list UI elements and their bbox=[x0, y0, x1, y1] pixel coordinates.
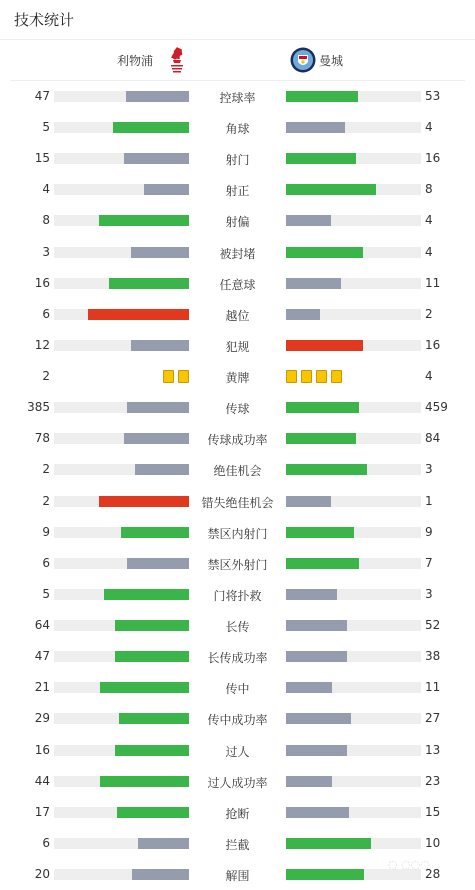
stat-label: 长传成功率 bbox=[207, 651, 268, 666]
stat-row bbox=[0, 828, 475, 859]
away-bar-fill bbox=[286, 184, 376, 195]
stat-row bbox=[0, 454, 475, 485]
away-bar-fill bbox=[286, 589, 337, 600]
home-bar-track bbox=[54, 153, 189, 164]
home-bar-track bbox=[54, 184, 189, 195]
stat-label: 犯规 bbox=[225, 339, 250, 354]
home-bar-track bbox=[54, 340, 189, 351]
away-bar-track bbox=[286, 589, 421, 600]
stat-label: 禁区内射门 bbox=[207, 526, 268, 541]
home-bar-track bbox=[54, 278, 189, 289]
home-bar-fill bbox=[131, 340, 189, 351]
home-bar-fill bbox=[100, 776, 189, 787]
stat-row bbox=[0, 797, 475, 828]
away-bar-fill bbox=[286, 807, 349, 818]
man-city-crest-icon bbox=[290, 47, 316, 73]
stat-label: 射正 bbox=[225, 184, 250, 199]
home-value: 47 bbox=[34, 89, 50, 103]
away-value: 23 bbox=[425, 773, 441, 788]
away-yellow-cards bbox=[286, 370, 342, 383]
away-bar-fill bbox=[286, 745, 347, 756]
home-bar-fill bbox=[135, 464, 189, 475]
away-bar-track bbox=[286, 153, 421, 164]
home-bar-track bbox=[54, 682, 189, 693]
stat-row bbox=[0, 517, 475, 548]
stat-label: 传中 bbox=[225, 682, 250, 697]
away-bar-track bbox=[286, 215, 421, 226]
home-value: 2 bbox=[42, 369, 50, 384]
home-value: 47 bbox=[34, 649, 50, 664]
home-bar-fill bbox=[127, 558, 189, 569]
home-value: 12 bbox=[34, 337, 50, 352]
home-bar-track bbox=[54, 745, 189, 756]
stat-label: 控球率 bbox=[219, 91, 256, 105]
home-bar-fill bbox=[115, 745, 189, 756]
stat-label: 任意球 bbox=[219, 277, 256, 292]
home-bar-fill bbox=[127, 402, 189, 413]
away-value: 11 bbox=[425, 275, 441, 290]
home-bar-fill bbox=[109, 278, 189, 289]
home-value: 6 bbox=[42, 555, 50, 570]
away-value: 27 bbox=[425, 711, 441, 726]
home-value: 17 bbox=[34, 804, 50, 819]
away-value: 38 bbox=[425, 649, 441, 664]
home-bar-track bbox=[54, 215, 189, 226]
stat-label: 门将扑救 bbox=[213, 588, 262, 603]
away-value: 3 bbox=[425, 586, 433, 601]
stat-row bbox=[0, 610, 475, 641]
away-bar-fill bbox=[286, 838, 371, 849]
home-yellow-cards bbox=[163, 370, 189, 383]
away-value: 11 bbox=[425, 680, 441, 695]
away-bar-track bbox=[286, 527, 421, 538]
home-bar-track bbox=[54, 713, 189, 724]
away-bar-fill bbox=[286, 309, 320, 320]
home-value: 6 bbox=[42, 306, 50, 321]
stat-label: 传球成功率 bbox=[207, 433, 268, 448]
home-bar-fill bbox=[113, 122, 189, 133]
away-bar-track bbox=[286, 745, 421, 756]
yellow-card-icon bbox=[286, 370, 297, 383]
home-bar-fill bbox=[131, 247, 189, 258]
stat-label: 越位 bbox=[225, 308, 250, 323]
away-bar-track bbox=[286, 122, 421, 133]
stat-label: 长传 bbox=[225, 620, 250, 635]
yellow-card-icon bbox=[178, 370, 189, 383]
home-bar-track bbox=[54, 91, 189, 102]
away-bar-track bbox=[286, 807, 421, 818]
stat-row bbox=[0, 423, 475, 454]
away-bar-fill bbox=[286, 215, 331, 226]
home-value: 78 bbox=[34, 431, 50, 446]
stat-row bbox=[0, 548, 475, 579]
away-value: 4 bbox=[425, 369, 433, 384]
home-value: 21 bbox=[34, 680, 50, 695]
away-bar-track bbox=[286, 682, 421, 693]
away-bar-fill bbox=[286, 496, 331, 507]
home-bar-fill bbox=[88, 309, 189, 320]
away-value: 459 bbox=[425, 400, 448, 415]
away-value: 1 bbox=[425, 493, 433, 508]
away-value: 16 bbox=[425, 337, 441, 352]
away-bar-track bbox=[286, 620, 421, 631]
stat-row bbox=[0, 672, 475, 703]
home-bar-track bbox=[54, 869, 189, 880]
stat-row bbox=[0, 392, 475, 423]
stat-row bbox=[0, 361, 475, 392]
home-bar-fill bbox=[115, 651, 189, 662]
away-bar-track bbox=[286, 838, 421, 849]
home-bar-track bbox=[54, 527, 189, 538]
home-bar-fill bbox=[124, 433, 189, 444]
home-bar-fill bbox=[144, 184, 189, 195]
home-value: 2 bbox=[42, 462, 50, 477]
stat-row bbox=[0, 174, 475, 205]
away-bar-track bbox=[286, 651, 421, 662]
away-value: 10 bbox=[425, 835, 441, 850]
away-bar-track bbox=[286, 433, 421, 444]
home-bar-track bbox=[54, 496, 189, 507]
away-bar-fill bbox=[286, 713, 351, 724]
home-value: 5 bbox=[42, 586, 50, 601]
stat-label: 禁区外射门 bbox=[207, 557, 268, 572]
stat-row bbox=[0, 205, 475, 236]
away-bar-fill bbox=[286, 682, 332, 693]
home-bar-fill bbox=[119, 713, 189, 724]
stat-label: 传球 bbox=[225, 402, 250, 417]
yellow-card-icon bbox=[316, 370, 327, 383]
stat-label: 射偏 bbox=[225, 215, 250, 230]
stat-row bbox=[0, 330, 475, 361]
away-bar-fill bbox=[286, 247, 363, 258]
home-bar-fill bbox=[132, 869, 189, 880]
home-value: 5 bbox=[42, 120, 50, 135]
stat-label: 绝佳机会 bbox=[213, 464, 262, 479]
home-value: 64 bbox=[34, 618, 50, 633]
page-title-bar bbox=[0, 0, 475, 40]
home-bar-fill bbox=[99, 496, 189, 507]
stat-row bbox=[0, 735, 475, 766]
home-value: 8 bbox=[42, 213, 50, 228]
home-bar-track bbox=[54, 776, 189, 787]
home-value: 9 bbox=[42, 524, 50, 539]
away-bar-fill bbox=[286, 651, 347, 662]
home-bar-track bbox=[54, 620, 189, 631]
home-bar-track bbox=[54, 464, 189, 475]
away-bar-track bbox=[286, 278, 421, 289]
stat-row bbox=[0, 703, 475, 734]
home-bar-track bbox=[54, 402, 189, 413]
away-bar-fill bbox=[286, 433, 356, 444]
home-bar-fill bbox=[104, 589, 189, 600]
away-bar-track bbox=[286, 340, 421, 351]
away-value: 8 bbox=[425, 182, 433, 197]
away-bar-fill bbox=[286, 122, 345, 133]
stat-label: 过人 bbox=[225, 744, 250, 759]
away-value: 84 bbox=[425, 431, 441, 446]
away-bar-fill bbox=[286, 527, 354, 538]
away-team-name: 曼城 bbox=[319, 54, 344, 68]
away-bar-track bbox=[286, 247, 421, 258]
away-value: 9 bbox=[425, 524, 433, 539]
stat-label: 错失绝佳机会 bbox=[201, 495, 274, 510]
home-bar-track bbox=[54, 838, 189, 849]
home-value: 44 bbox=[34, 773, 50, 788]
stat-row bbox=[0, 766, 475, 797]
away-bar-fill bbox=[286, 558, 359, 569]
away-value: 13 bbox=[425, 742, 441, 757]
stat-label: 被封堵 bbox=[219, 246, 256, 261]
away-bar-track bbox=[286, 496, 421, 507]
away-bar-fill bbox=[286, 278, 341, 289]
stat-label: 抢断 bbox=[225, 806, 250, 821]
stat-row bbox=[0, 237, 475, 268]
stat-row bbox=[0, 112, 475, 143]
home-bar-track bbox=[54, 651, 189, 662]
away-bar-track bbox=[286, 558, 421, 569]
home-value: 20 bbox=[34, 867, 50, 881]
home-value: 16 bbox=[34, 742, 50, 757]
stat-row bbox=[0, 268, 475, 299]
away-bar-fill bbox=[286, 464, 367, 475]
home-value: 4 bbox=[42, 182, 50, 197]
stat-label: 射门 bbox=[225, 153, 250, 168]
home-bar-track bbox=[54, 807, 189, 818]
liverpool-crest-icon bbox=[167, 46, 187, 74]
away-bar-fill bbox=[286, 153, 356, 164]
away-value: 16 bbox=[425, 151, 441, 166]
stat-row bbox=[0, 486, 475, 517]
away-value: 53 bbox=[425, 89, 441, 103]
stat-row bbox=[0, 641, 475, 672]
yellow-card-icon bbox=[163, 370, 174, 383]
away-value: 52 bbox=[425, 618, 441, 633]
stat-label: 传中成功率 bbox=[207, 713, 268, 728]
away-value: 4 bbox=[425, 213, 433, 228]
home-bar-fill bbox=[126, 91, 189, 102]
stat-label: 黄牌 bbox=[225, 371, 250, 386]
stat-row bbox=[0, 81, 475, 112]
home-value: 15 bbox=[34, 151, 50, 166]
away-bar-track bbox=[286, 184, 421, 195]
home-bar-track bbox=[54, 558, 189, 569]
away-bar-fill bbox=[286, 620, 347, 631]
home-bar-fill bbox=[115, 620, 189, 631]
home-bar-fill bbox=[124, 153, 189, 164]
away-bar-track bbox=[286, 776, 421, 787]
home-team-name: 利物浦 bbox=[116, 54, 153, 68]
yellow-card-icon bbox=[301, 370, 312, 383]
away-bar-fill bbox=[286, 91, 358, 102]
away-bar-fill bbox=[286, 402, 359, 413]
stat-label: 过人成功率 bbox=[207, 775, 268, 790]
home-value: 6 bbox=[42, 835, 50, 850]
home-bar-track bbox=[54, 309, 189, 320]
home-value: 3 bbox=[42, 244, 50, 259]
away-value: 28 bbox=[425, 867, 441, 881]
stat-row bbox=[0, 299, 475, 330]
away-bar-track bbox=[286, 713, 421, 724]
away-bar-track bbox=[286, 91, 421, 102]
home-value: 16 bbox=[34, 275, 50, 290]
watermark: ◌ ◌◌◌ bbox=[388, 858, 430, 871]
home-bar-fill bbox=[100, 682, 189, 693]
away-bar-track bbox=[286, 309, 421, 320]
teams-header bbox=[10, 40, 465, 81]
away-bar-fill bbox=[286, 776, 332, 787]
home-value: 29 bbox=[34, 711, 50, 726]
away-bar-track bbox=[286, 464, 421, 475]
away-bar-fill bbox=[286, 340, 363, 351]
home-bar-fill bbox=[121, 527, 189, 538]
away-value: 2 bbox=[425, 306, 433, 321]
away-value: 15 bbox=[425, 804, 441, 819]
away-value: 4 bbox=[425, 120, 433, 135]
away-value: 3 bbox=[425, 462, 433, 477]
home-bar-track bbox=[54, 433, 189, 444]
away-bar-fill bbox=[286, 869, 364, 880]
home-bar-fill bbox=[138, 838, 189, 849]
home-bar-track bbox=[54, 122, 189, 133]
away-value: 7 bbox=[425, 555, 433, 570]
yellow-card-icon bbox=[331, 370, 342, 383]
page-title: 技术统计 bbox=[14, 11, 75, 29]
away-bar-track bbox=[286, 402, 421, 413]
stat-row bbox=[0, 143, 475, 174]
home-bar-fill bbox=[117, 807, 189, 818]
stat-label: 角球 bbox=[225, 122, 250, 137]
stat-row bbox=[0, 579, 475, 610]
home-bar-track bbox=[54, 247, 189, 258]
home-bar-track bbox=[54, 589, 189, 600]
home-value: 2 bbox=[42, 493, 50, 508]
home-value: 385 bbox=[27, 400, 50, 415]
away-value: 4 bbox=[425, 244, 433, 259]
stat-label: 拦截 bbox=[225, 837, 250, 852]
stat-label: 解围 bbox=[225, 869, 250, 883]
home-bar-fill bbox=[99, 215, 189, 226]
